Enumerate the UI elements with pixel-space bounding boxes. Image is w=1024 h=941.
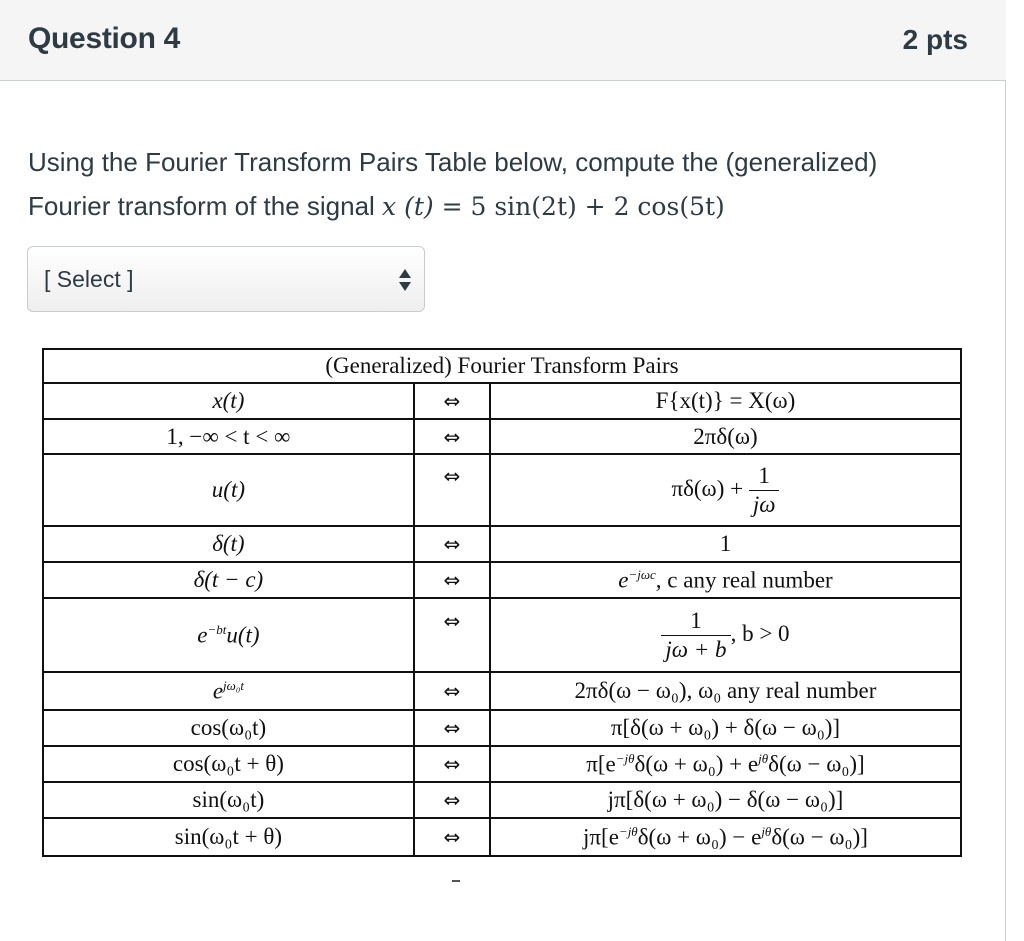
table-row [43, 782, 961, 818]
row-right: jπ[δ(ω + ω₀) − δ(ω − ω₀)] [490, 782, 961, 818]
row-right: πδ(ω) + $\frac{1}{j\omega}$ [490, 454, 961, 526]
double-arrow-icon: ⇔ [443, 424, 461, 449]
row-left: $e^{-bt}u(t)$ [43, 598, 414, 672]
signal-lhs: x (t) [382, 192, 434, 221]
question-text-line1: Using the Fourier Transform Pairs Table below, compute the (generalized) [28, 147, 878, 177]
row-right: 2πδ(ω − ω₀), ω₀ any real number [490, 672, 961, 710]
table-row [43, 419, 961, 454]
table-row [43, 598, 961, 672]
row-right: 2πδ(ω) [490, 419, 961, 454]
row-right: π[δ(ω + ω₀) + δ(ω − ω₀)] [490, 710, 961, 746]
table-title-row [43, 349, 961, 383]
question-text-line2 [28, 184, 978, 229]
header-right: F{x(t)} = X(ω) [490, 383, 961, 419]
double-arrow-icon: ⇔ [443, 389, 461, 413]
row-left: $e^{j\omega_0t}$ [43, 672, 414, 710]
row-left: u(t) [43, 454, 414, 526]
row-left: sin(ω₀t + θ) [43, 818, 414, 856]
signal-equation [382, 192, 725, 221]
row-right: $j\pi[e^{-j\theta}\delta(\omega + \omega_0) - e^{j\theta}\delta(\omega - \omega_0)]$ [490, 818, 961, 856]
table-row [43, 672, 961, 710]
table-row [43, 562, 961, 598]
double-arrow-icon: ⇔ [443, 752, 461, 776]
question-points: 2 pts [902, 24, 968, 55]
row-right: 1 [490, 526, 961, 562]
header-left: x(t) [43, 383, 414, 419]
double-arrow-icon: ⇔ [443, 716, 461, 740]
row-left: cos(ω₀t + θ) [43, 746, 414, 782]
double-arrow-icon: ⇔ [443, 568, 461, 592]
table-row [43, 710, 961, 746]
divider-tick [452, 880, 460, 882]
answer-select-label: [ Select ] [44, 266, 134, 292]
question-text [28, 140, 978, 229]
row-left: δ(t − c) [43, 562, 414, 598]
table-row [43, 818, 961, 856]
row-right: $\frac{1}{j\omega + b}$ , b > 0 [490, 598, 961, 672]
table-row [43, 526, 961, 562]
double-arrow-icon: ⇔ [443, 788, 461, 812]
signal-eq: = [433, 192, 471, 221]
up-down-arrows-icon [398, 267, 412, 293]
double-arrow-icon: ⇔ [443, 609, 461, 633]
double-arrow-icon: ⇔ [443, 532, 461, 556]
double-arrow-icon: ⇔ [443, 464, 461, 488]
double-arrow-icon: ⇔ [443, 825, 461, 849]
question-header [0, 0, 1006, 81]
row-left: 1, −∞ < t < ∞ [43, 419, 414, 454]
row-left: sin(ω₀t) [43, 782, 414, 818]
table-row [43, 454, 961, 526]
row-left: δ(t) [43, 526, 414, 562]
double-arrow-icon: ⇔ [443, 679, 461, 703]
row-right: $e^{-j\omega c}$, c any real number [490, 562, 961, 598]
row-right: $\pi[e^{-j\theta}\delta(\omega + \omega_0) + e^{j\theta}\delta(\omega - \omega_0)]$ [490, 746, 961, 782]
fourier-pairs-table [42, 348, 962, 857]
table-header-row [43, 383, 961, 419]
answer-select[interactable] [27, 246, 425, 312]
signal-rhs: 5 sin(2t) + 2 cos(5t) [470, 192, 725, 221]
question-title: Question 4 [28, 22, 181, 55]
table-title: (Generalized) Fourier Transform Pairs [43, 349, 961, 383]
table-row [43, 746, 961, 782]
row-left: cos(ω₀t) [43, 710, 414, 746]
question-text-prefix: Fourier transform of the signal [28, 191, 375, 221]
header-arrow [414, 383, 490, 419]
